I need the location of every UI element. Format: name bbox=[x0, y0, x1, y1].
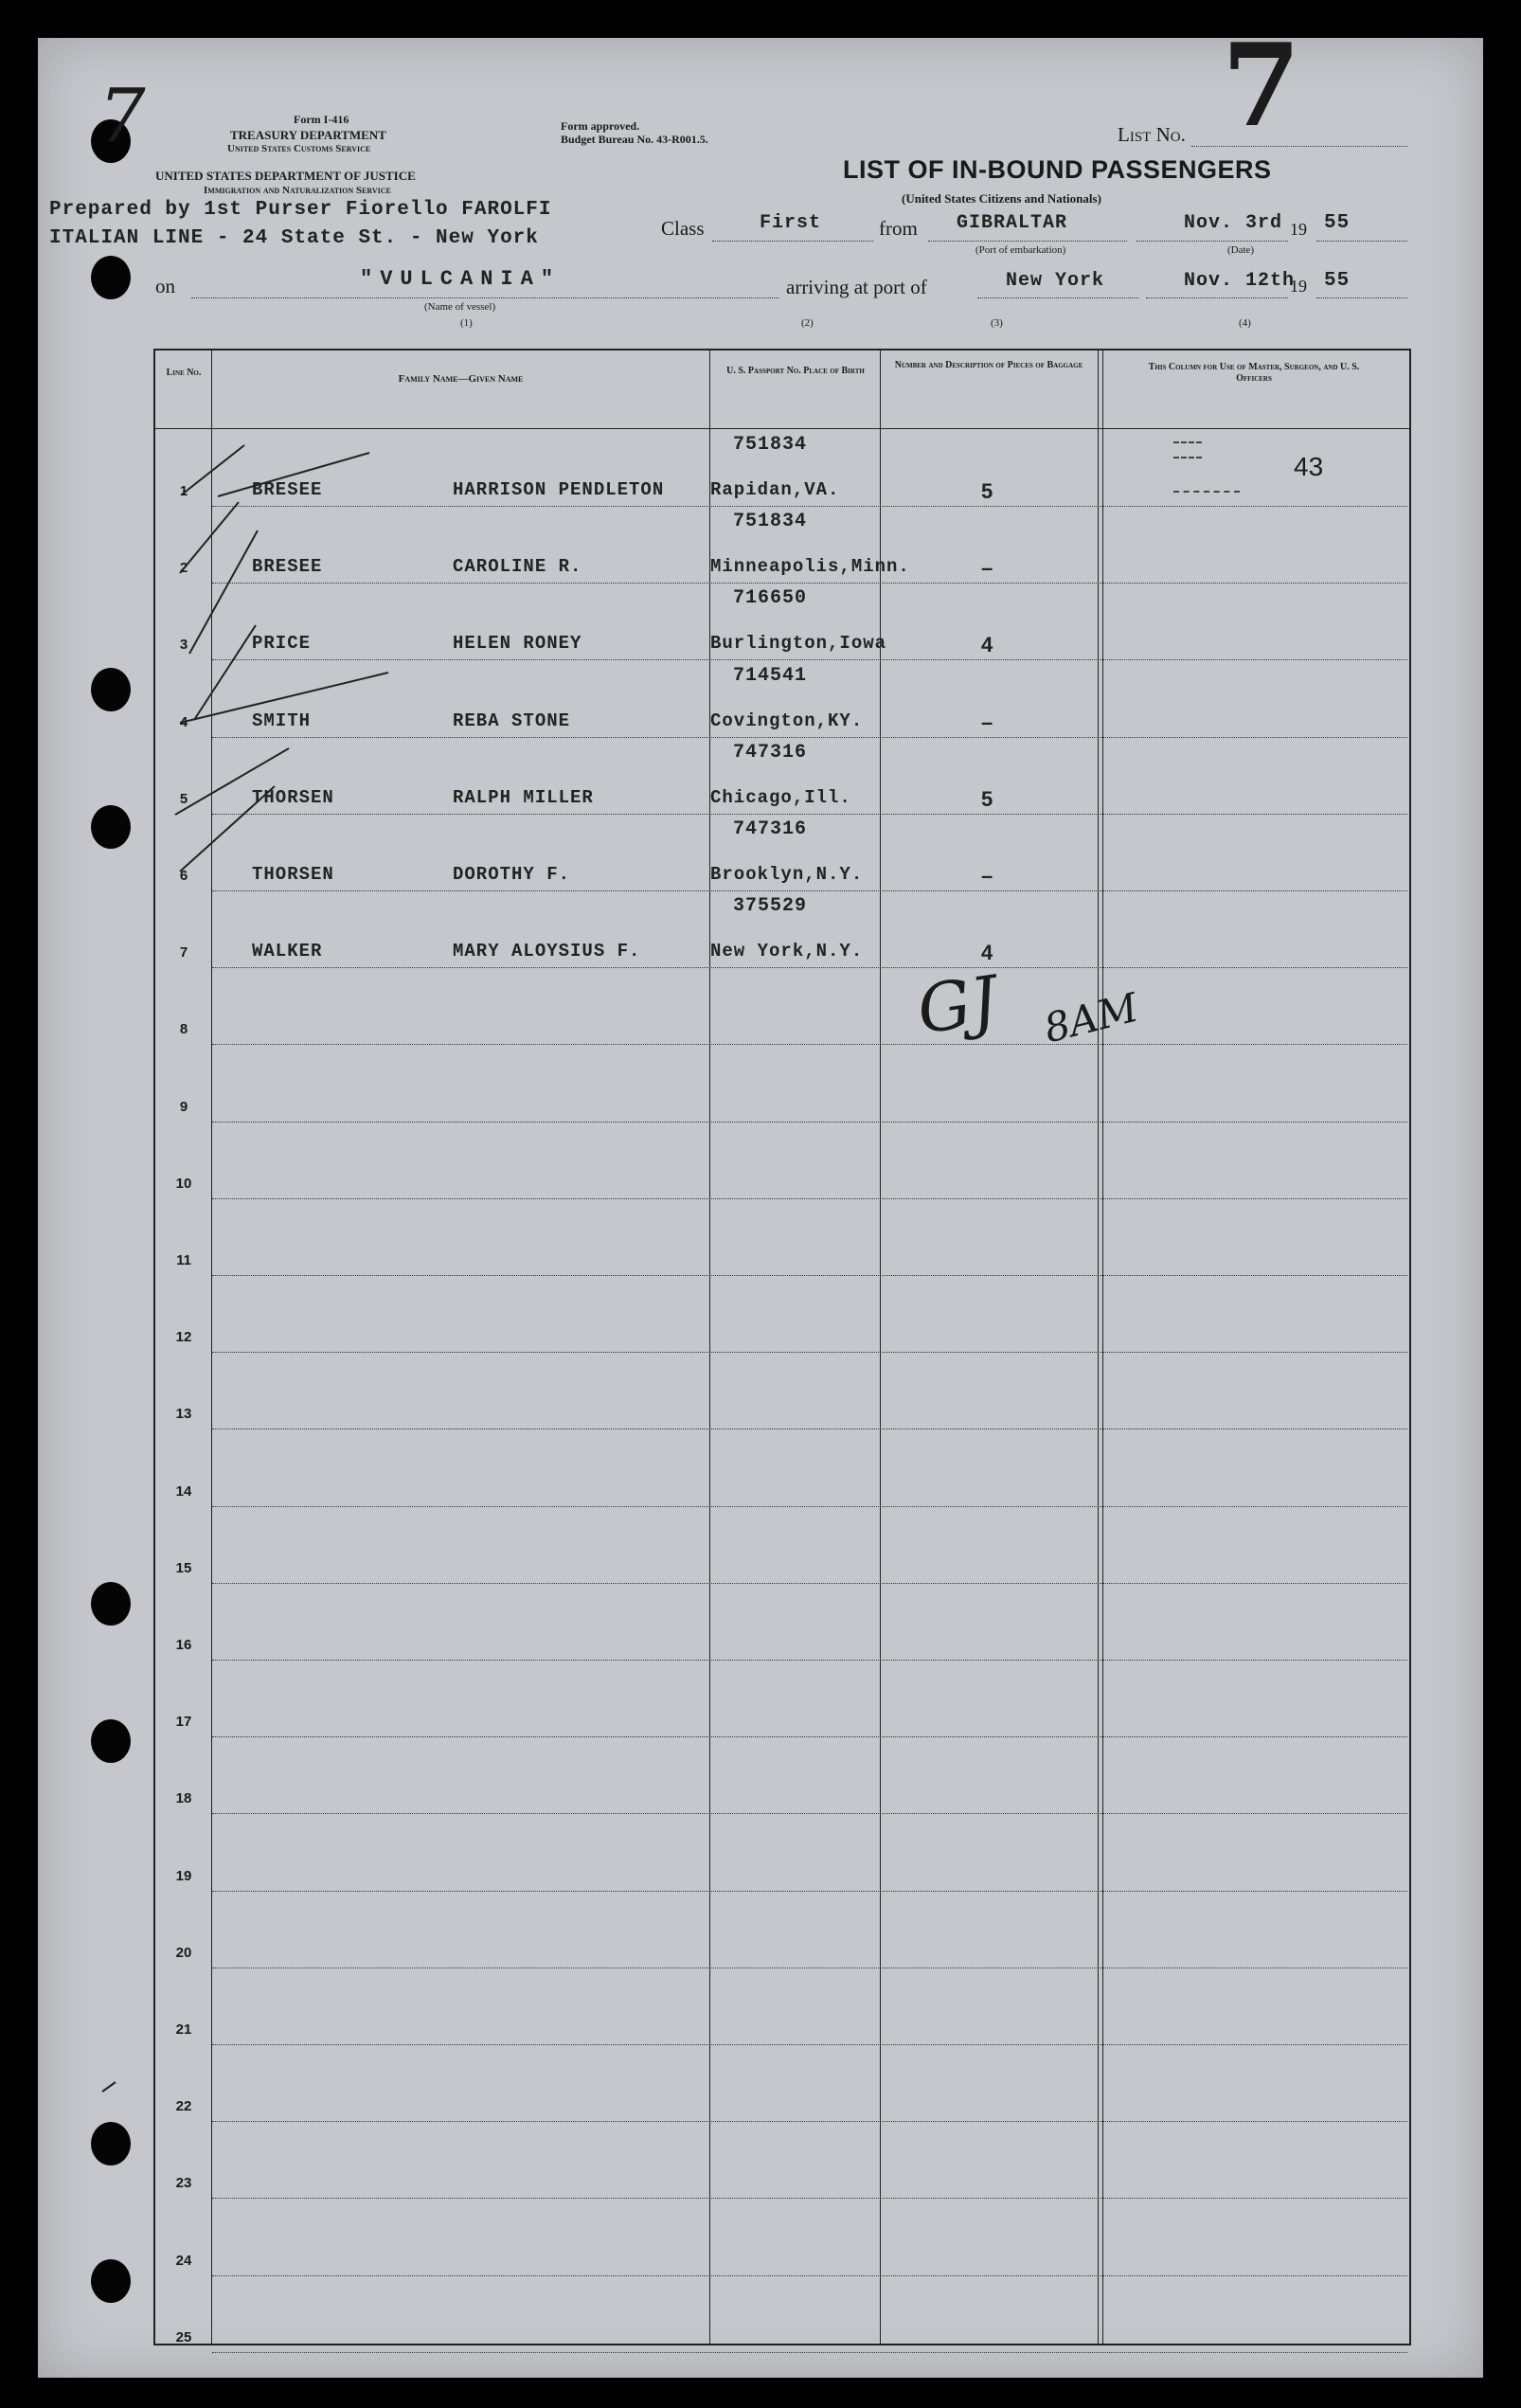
line-number: 19 bbox=[175, 1867, 192, 1884]
line-number: 17 bbox=[175, 1714, 192, 1731]
page-subtitle: (United States Citizens and Nationals) bbox=[902, 191, 1101, 206]
line-number: 10 bbox=[175, 1175, 192, 1192]
passport-no: 714541 bbox=[733, 664, 808, 687]
line-number: 22 bbox=[175, 2098, 192, 2115]
birth-place: Minneapolis,Minn. bbox=[710, 556, 910, 578]
immigration-label: Immigration and Naturalization Service bbox=[204, 185, 391, 196]
depart-date: Nov. 3rd bbox=[1184, 212, 1283, 234]
family-name: SMITH bbox=[252, 710, 312, 731]
arrival-year: 55 bbox=[1324, 270, 1351, 292]
arrival-port: New York bbox=[1006, 270, 1105, 292]
budget-bureau: Budget Bureau No. 43-R001.5. bbox=[561, 133, 708, 146]
passport-no: 751834 bbox=[733, 511, 808, 533]
line-number: 20 bbox=[175, 1944, 192, 1961]
col-passport: U. S. Passport No. Place of Birth bbox=[726, 366, 865, 376]
family-name: BRESEE bbox=[252, 556, 323, 578]
depart-year-prefix: 19 bbox=[1290, 220, 1307, 239]
from-label: from bbox=[879, 217, 918, 240]
on-label: on bbox=[155, 275, 175, 297]
family-name: THORSEN bbox=[252, 864, 334, 885]
caption-1: (1) bbox=[460, 317, 473, 329]
corner-mark: 7 bbox=[98, 74, 146, 159]
birth-place: New York,N.Y. bbox=[710, 941, 864, 962]
birth-place: Rapidan,VA. bbox=[710, 479, 840, 500]
line-number: 14 bbox=[175, 1483, 192, 1500]
passport-no: 751834 bbox=[733, 434, 808, 456]
passport-no: 716650 bbox=[733, 587, 808, 610]
col-baggage: Number and Description of Pieces of Baggage bbox=[894, 360, 1083, 370]
line-number: 11 bbox=[176, 1252, 191, 1268]
treasury-label: TREASURY DEPARTMENT bbox=[230, 128, 386, 142]
family-name: BRESEE bbox=[252, 479, 323, 500]
line-number: 5 bbox=[179, 790, 188, 807]
vessel-caption: (Name of vessel) bbox=[424, 301, 496, 313]
passport-no: 747316 bbox=[733, 818, 808, 840]
officer-note: 43 bbox=[1294, 452, 1324, 481]
birth-place: Brooklyn,N.Y. bbox=[710, 864, 864, 885]
family-name: PRICE bbox=[252, 633, 312, 655]
line-number: 23 bbox=[175, 2175, 192, 2192]
family-name: WALKER bbox=[252, 941, 323, 962]
line-number: 18 bbox=[175, 1790, 192, 1807]
arrival-date: Nov. 12th bbox=[1184, 270, 1296, 292]
class-value: First bbox=[760, 212, 822, 234]
class-label: Class bbox=[661, 217, 705, 240]
depart-date-caption: (Date) bbox=[1227, 244, 1255, 256]
col-officers: This Column for Use of Master, Surgeon, and U. S. Officers bbox=[1148, 362, 1360, 384]
line-number: 25 bbox=[175, 2328, 192, 2345]
given-name: MARY ALOYSIUS F. bbox=[453, 941, 641, 962]
birth-place: Burlington,Iowa bbox=[710, 633, 887, 655]
form-approved: Form approved. bbox=[561, 119, 640, 133]
line-number: 21 bbox=[175, 2022, 192, 2038]
embark-port: GIBRALTAR bbox=[957, 212, 1068, 234]
given-name: DOROTHY F. bbox=[453, 864, 571, 885]
line-number: 3 bbox=[179, 637, 188, 654]
list-no-value: 7 bbox=[1222, 19, 1301, 153]
given-name: REBA STONE bbox=[453, 710, 571, 731]
col-line-no: Line No. bbox=[166, 368, 202, 378]
customs-label: United States Customs Service bbox=[227, 143, 371, 154]
page-title: LIST OF IN-BOUND PASSENGERS bbox=[843, 155, 1272, 184]
prepared-line-2: ITALIAN LINE - 24 State St. - New York bbox=[49, 227, 539, 249]
baggage-count: 5 bbox=[981, 479, 994, 503]
list-no-label: List No. bbox=[1118, 123, 1186, 146]
given-name: RALPH MILLER bbox=[453, 786, 594, 808]
line-number: 16 bbox=[175, 1637, 192, 1653]
baggage-count: – bbox=[981, 864, 994, 888]
line-number: 9 bbox=[179, 1098, 188, 1115]
passport-no: 747316 bbox=[733, 741, 808, 764]
line-number: 24 bbox=[175, 2252, 192, 2269]
vessel-name: "VULCANIA" bbox=[360, 267, 562, 291]
arrival-year-prefix: 19 bbox=[1290, 277, 1307, 296]
arriving-label: arriving at port of bbox=[786, 276, 927, 298]
inspector-signature: GJ bbox=[912, 961, 1003, 1050]
line-number: 1 bbox=[179, 483, 188, 499]
col-name: Family Name—Given Name bbox=[398, 373, 524, 385]
caption-3: (3) bbox=[991, 317, 1003, 329]
given-name: HELEN RONEY bbox=[453, 633, 582, 655]
given-name: HARRISON PENDLETON bbox=[453, 479, 665, 500]
embark-caption: (Port of embarkation) bbox=[975, 244, 1066, 256]
baggage-count: – bbox=[981, 556, 994, 581]
baggage-count: 4 bbox=[981, 633, 994, 657]
family-name: THORSEN bbox=[252, 786, 334, 808]
depart-year: 55 bbox=[1324, 212, 1351, 234]
line-number: 6 bbox=[179, 868, 188, 884]
given-name: CAROLINE R. bbox=[453, 556, 582, 578]
line-number: 2 bbox=[179, 560, 188, 577]
line-number: 15 bbox=[175, 1559, 192, 1576]
line-number: 4 bbox=[179, 713, 188, 730]
passport-no: 375529 bbox=[733, 895, 808, 918]
caption-4: (4) bbox=[1239, 317, 1251, 329]
birth-place: Covington,KY. bbox=[710, 710, 864, 731]
prepared-line-1: Prepared by 1st Purser Fiorello FAROLFI bbox=[49, 199, 552, 221]
baggage-count: 5 bbox=[981, 786, 994, 811]
line-number: 7 bbox=[179, 944, 188, 961]
birth-place: Chicago,Ill. bbox=[710, 786, 851, 808]
line-number: 13 bbox=[175, 1406, 192, 1423]
line-number: 8 bbox=[179, 1021, 188, 1038]
baggage-count: – bbox=[981, 710, 994, 734]
baggage-count: 4 bbox=[981, 941, 994, 965]
signature-time: 8AM bbox=[1039, 983, 1143, 1052]
caption-2: (2) bbox=[801, 317, 814, 329]
line-number: 12 bbox=[175, 1329, 192, 1346]
justice-label: UNITED STATES DEPARTMENT OF JUSTICE bbox=[155, 169, 416, 183]
form-number: Form I-416 bbox=[294, 113, 349, 126]
